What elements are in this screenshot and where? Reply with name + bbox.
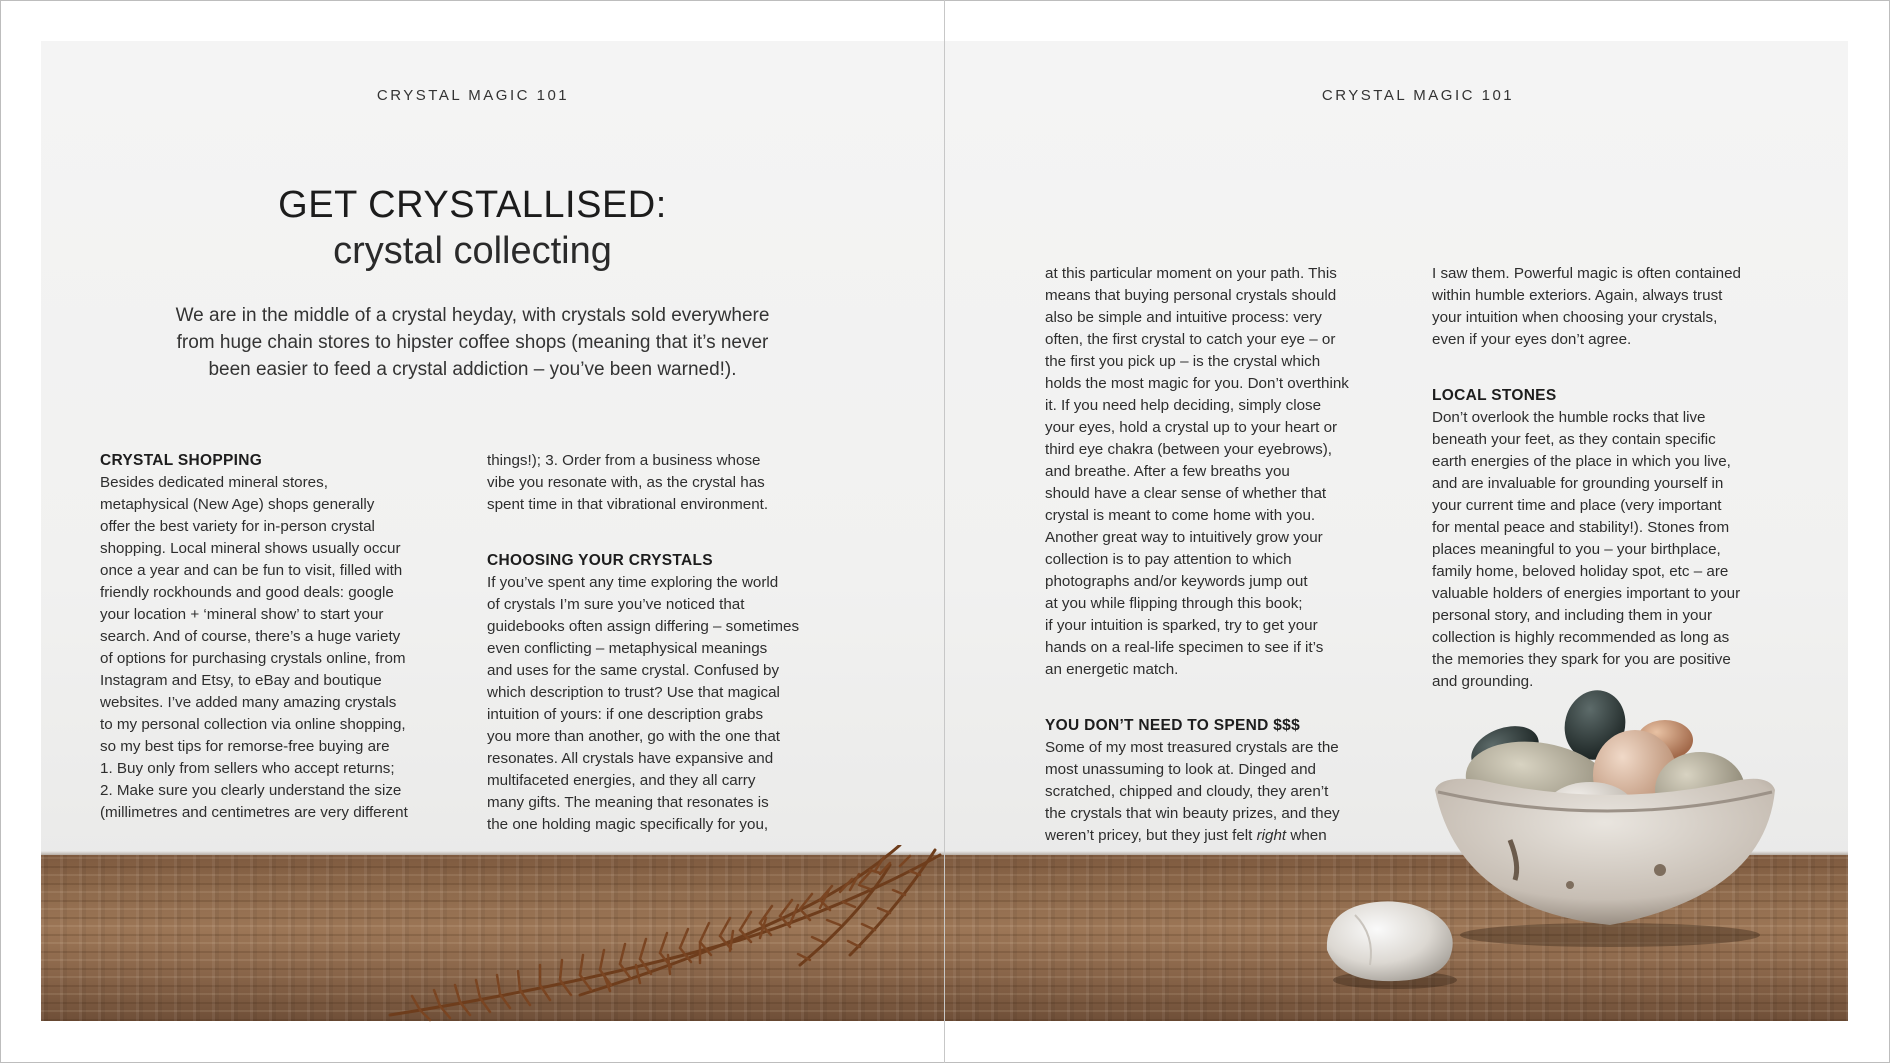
section-body-crystal-shopping: Besides dedicated mineral stores, metaphysical (New Age) shops generally offer the best variety for in-person crystal shopping. Local mineral shows usually occur once a year and can be fun to visit, filled with friendly rockhounds and good deals: google your location + ‘mineral show’ to start your search. And of course, there’s a huge variety of options for purchasing crystals online, from Instagram and Etsy, to eBay and boutique websites. I’ve added many amazing crystals to my personal collection via online shopping, so my best tips for remorse-free buying are 1. Buy only from sellers who accept returns; 2. Make sure you clearly understand the size (millimetres and centimetres are very different (100, 474, 408, 821)
left-column-1 (100, 428, 470, 824)
spacer (1045, 681, 1425, 693)
page-subtitle: crystal collecting (333, 230, 612, 272)
crystal-bowl-image (1420, 680, 1790, 950)
continued-text: things!); 3. Order from a business whose vibe you resonate with, as the crystal has spent time in that vibrational environment. (487, 452, 769, 513)
spacer (1432, 351, 1812, 363)
section-heading-crystal-shopping: CRYSTAL SHOPPING (100, 452, 263, 469)
section-body-choosing-crystals: If you’ve spent any time exploring the world of crystals I’m sure you’ve noticed that guidebooks often assign differing – sometimes even conflicting – metaphysical meanings and uses for the same crystal. Confused by which description to trust? Use that magical intuition of yours: if one description grabs you more than another, go with the one that resonates. All crystals have expansive and multifaceted energies, and they all carry many gifts. The meaning that resonates is the one holding magic specifically for you, (487, 574, 800, 833)
section-heading-spend: YOU DON’T NEED TO SPEND $$$ (1045, 717, 1301, 734)
left-running-head: CRYSTAL MAGIC 101 (376, 87, 570, 104)
section-heading-choosing-crystals: CHOOSING YOUR CRYSTALS (487, 552, 713, 569)
continued-text: at this particular moment on your path. This means that buying personal crystals should also be simple and intuitive process: very often, the first crystal to catch your eye – or the first you pick up – is the crystal which holds the most magic for you. Don’t overthink it. If you need help deciding, simply close your eyes, hold a crystal up to your heart or third eye chakra (between your eyebrows), and breathe. After a few breaths you should have a clear sense of whether that crystal is meant to come home with you. Another great way to intuitively grow your collection is to pay attention to which photographs and/or keywords jump out at you while flipping through this book; if your intuition is sparked, try to get your hands on a real-life specimen to see if it’s an energetic match. (1045, 265, 1349, 678)
continued-text: I saw them. Powerful magic is often contained within humble exteriors. Again, always trust your intuition when choosing your crystals, even if your eyes don’t agree. (1432, 265, 1741, 348)
dried-fern-image (380, 845, 1040, 1025)
right-column-1 (1045, 241, 1425, 847)
right-running-head: CRYSTAL MAGIC 101 (1321, 87, 1515, 104)
left-column-2 (487, 428, 857, 836)
spacer (487, 516, 857, 528)
section-body-spend: Some of my most treasured crystals are the most unassuming to look at. Dinged and scratched, chipped and cloudy, they aren’t the crystals that win beauty prizes, and they weren’t pricey, but they just felt (1045, 739, 1340, 844)
section-body-spend-end: when (1286, 827, 1327, 844)
section-heading-local-stones: LOCAL STONES (1432, 387, 1557, 404)
section-body-local-stones: Don’t overlook the humble rocks that live beneath your feet, as they contain specific earth energies of the place in which you live, and are invaluable for grounding yourself in your current time and place (very important for mental peace and stability!). Stones from places meaningful to you – your birthplace, family home, beloved holiday spot, etc – are valuable holders of energies important to your personal story, and including them in your collection is highly recommended as long as the memories they spark for you are positive and grounding. (1432, 409, 1741, 690)
intro-paragraph: We are in the middle of a crystal heyday, with crystals sold everywhere from huge chain stores to hipster coffee shops (meaning that it’s never been easier to feed a crystal addiction – you’ve been warned!). (175, 305, 770, 380)
page-gutter (944, 0, 945, 1063)
page-title: GET CRYSTALLISED: (278, 184, 667, 226)
right-column-2 (1432, 241, 1812, 693)
italic-word: right (1256, 827, 1287, 844)
